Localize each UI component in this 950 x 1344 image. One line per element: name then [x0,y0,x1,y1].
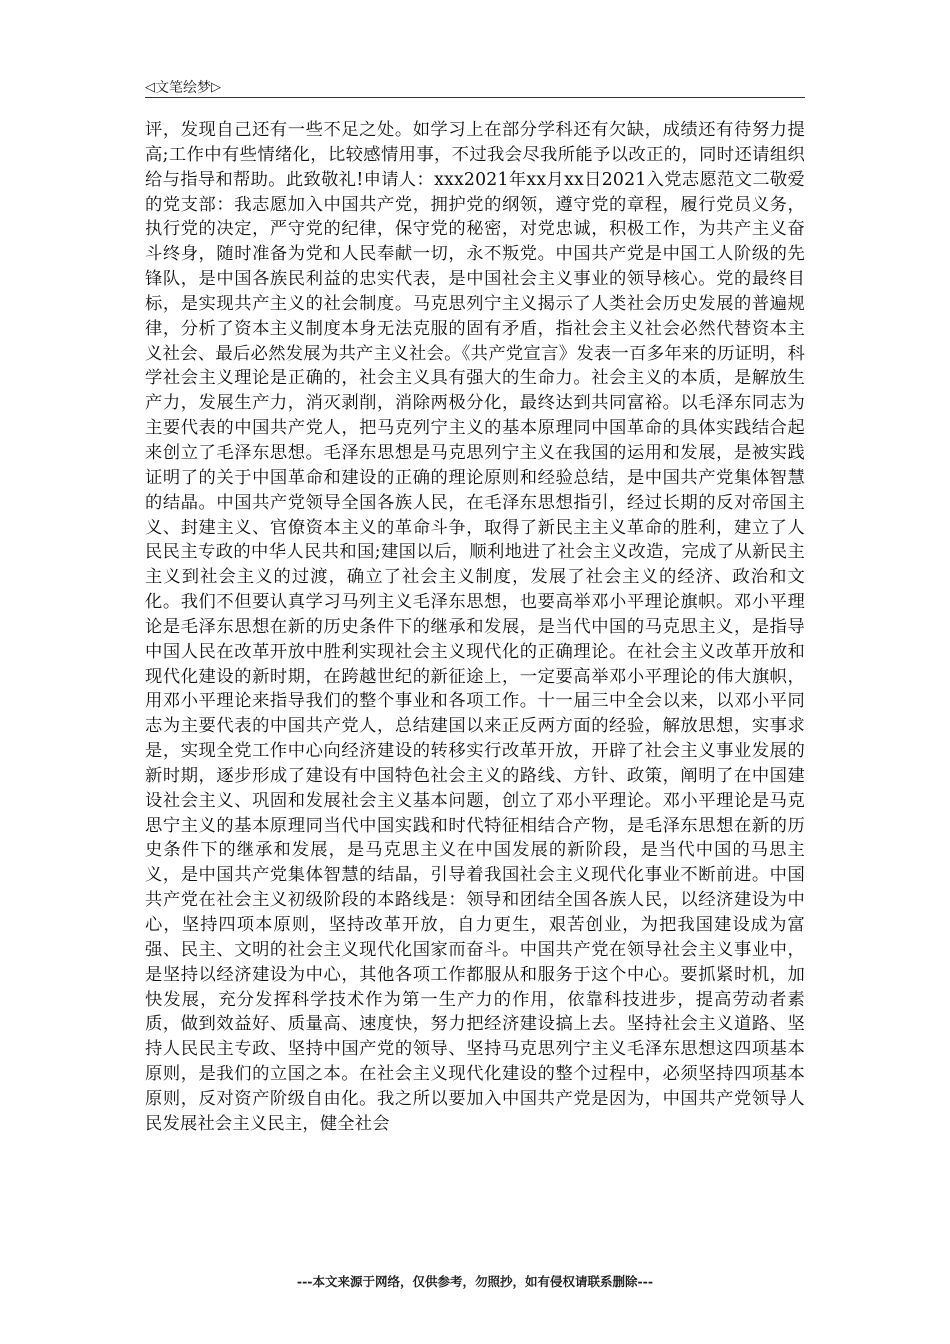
page-header [145,76,805,98]
left-triangle-icon: ◁ [145,79,155,95]
right-triangle-icon: ▷ [211,79,221,95]
body-paragraph: 评，发现自己还有一些不足之处。如学习上在部分学科还有欠缺，成绩还有待努力提高;工作中有些情绪化，比较感情用事，不过我会尽我所能予以改正的，同时还请组织给与指导和帮助。此致敬礼!申请人：xxx2021年xx月xx日2021入党志愿范文二敬爱的党支部：我志愿加入中国共产党，拥护党的纲领，遵守党的章程，履行党员义务，执行党的决定，严守党的纪律，保守党的秘密，对党忠诚，积极工作，为共产主义奋斗终身，随时准备为党和人民奉献一切，永不叛党。中国共产党是中国工人阶级的先锋队，是中国各族民利益的忠实代表，是中国社会主义事业的领导核心。党的最终目标，是实现共产主义的社会制度。马克思列宁主义揭示了人类社会历史发展的普遍规律，分析了资本主义制度本身无法克服的固有矛盾，指社会主义社会必然代替资本主义社会、最后必然发展为共产主义社会。《共产党宣言》发表一百多年来的历证明，科学社会主义理论是正确的，社会主义具有强大的生命力。社会主义的本质，是解放生产力，发展生产力，消灭剥削，消除两极分化，最终达到共同富裕。以毛泽东同志为主要代表的中国共产党人，把马克列宁主义的基本原理同中国革命的具体实践结合起来创立了毛泽东思想。毛泽东思想是马克思列宁主义在我国的运用和发展，是被实践证明了的关于中国革命和建设的正确的理论原则和经验总结，是中国共产党集体智慧的结晶。中国共产党领导全国各族人民，在毛泽东思想指引，经过长期的反对帝国主义、封建主义、官僚资本主义的革命斗争，取得了新民主主义革命的胜利，建立了人民民主专政的中华人民共和国;建国以后，顺利地进了社会主义改造，完成了从新民主主义到社会主义的过渡，确立了社会主义制度，发展了社会主义的经济、政治和文化。我们不但要认真学习马列主义毛泽东思想，也要高举邓小平理论旗帜。邓小平理论是毛泽东思想在新的历史条件下的继承和发展，是当代中国的马克思主义，是指导中国人民在改革开放中胜利实现社会主义现代化的正确理论。在社会主义改革开放和现代化建设的新时期，在跨越世纪的新征途上，一定要高举邓小平理论的伟大旗帜，用邓小平理论来指导我们的整个事业和各项工作。十一届三中全会以来，以邓小平同志为主要代表的中国共产党人，总结建国以来正反两方面的经验，解放思想，实事求是，实现全党工作中心向经济建设的转移实行改革开放，开辟了社会主义事业发展的新时期，逐步形成了建设有中国特色社会主义的路线、方针、政策，阐明了在中国建设社会主义、巩固和发展社会主义基本问题，创立了邓小平理论。邓小平理论是马克思宁主义的基本原理同当代中国实践和时代特征相结合产物，是毛泽东思想在新的历史条件下的继承和发展，是马克思主义在中国发展的新阶段，是当代中国的马思主义，是中国共产党集体智慧的结晶，引导着我国社会主义现代化事业不断前进。中国共产党在社会主义初级阶段的本路线是：领导和团结全国各族人民，以经济建设为中心，坚持四项本原则，坚持改革开放，自力更生，艰苦创业，为把我国建设成为富强、民主、文明的社会主义现代化国家而奋斗。中国共产党在领导社会主义事业中，是坚持以经济建设为中心，其他各项工作都服从和服务于这个中心。要抓紧时机，加快发展，充分发挥科学技术作为第一生产力的作用，依靠科技进步，提高劳动者素质，做到效益好、质量高、速度快，努力把经济建设搞上去。坚持社会主义道路、坚持人民民主专政、坚持中国产党的领导、坚持马克思列宁主义毛泽东思想这四项基本原则，是我们的立国之本。在社会主义现代化建设的整个过程中，必须坚持四项基本原则，反对资产阶级自由化。我之所以要加入中国共产党是因为，中国共产党领导人民发展社会主义民主，健全社会 [145,120,805,1134]
header-title: 文笔绘梦 [155,80,211,96]
header-divider [145,97,805,98]
footer-notice: ---本文来源于网络，仅供参考，勿照抄，如有侵权请联系删除--- [296,1274,654,1289]
